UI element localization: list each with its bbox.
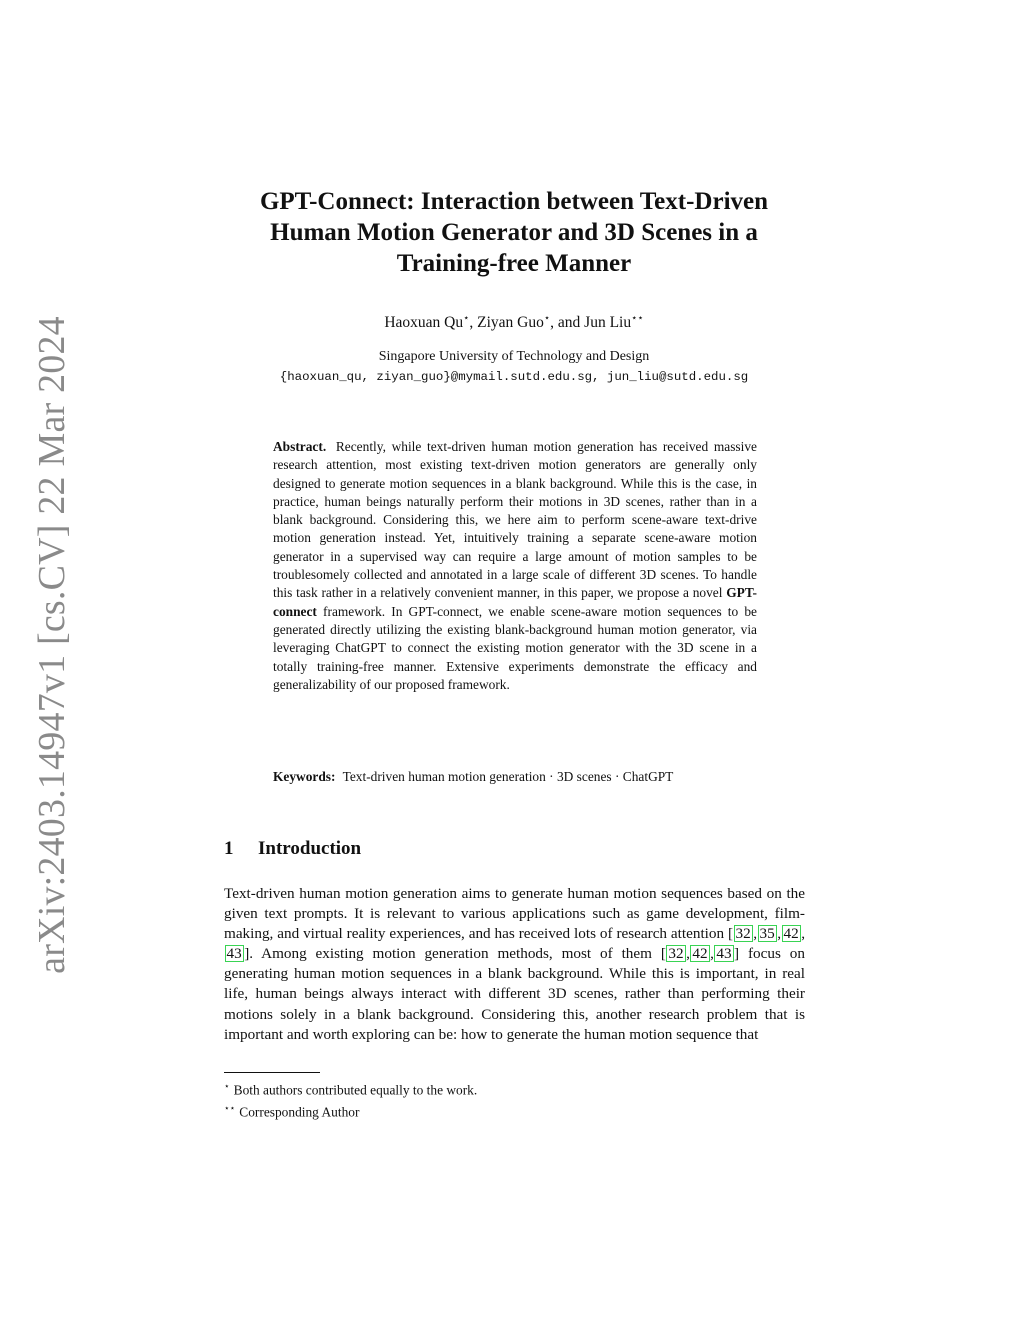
abstract xyxy=(273,438,757,694)
paper-title xyxy=(224,186,804,279)
affiliation: Singapore University of Technology and Design xyxy=(378,349,650,364)
footnote-text: Both authors contributed equally to the work. xyxy=(233,1082,478,1098)
intro-text: ]. Among existing motion generation methods, most of them [ xyxy=(244,945,666,963)
citation-link[interactable]: 32 xyxy=(668,945,684,963)
author-name: Haoxuan Qu xyxy=(384,314,464,332)
abstract-label: Abstract. xyxy=(273,439,327,454)
author-name: and Jun Liu xyxy=(557,314,632,332)
title-line: Training-free Manner xyxy=(396,250,632,277)
author-name: Ziyan Guo xyxy=(477,314,544,332)
citation-link[interactable]: 43 xyxy=(716,945,732,963)
framework-name: GPT-connect xyxy=(273,585,757,619)
author-emails: {haoxuan_qu, ziyan_guo}@mymail.sutd.edu.sg, jun_liu@sutd.edu.sg xyxy=(279,370,749,384)
footnote-text: Corresponding Author xyxy=(239,1104,360,1120)
citation-link[interactable]: 35 xyxy=(759,925,775,943)
title-line: Human Motion Generator and 3D Scenes in a xyxy=(270,219,758,246)
citation-link[interactable]: 32 xyxy=(735,925,751,943)
section-title: Introduction xyxy=(258,838,362,859)
author-mark: ⋆⋆ xyxy=(631,313,644,324)
footnote xyxy=(224,1077,805,1099)
footnote-divider xyxy=(224,1072,320,1073)
footnote xyxy=(224,1099,805,1121)
title-line: GPT-Connect: Interaction between Text-Driven xyxy=(259,188,769,215)
footnote-mark: ⋆⋆ xyxy=(224,1103,236,1114)
abstract-text: Recently, while text-driven human motion generation has received massive research attention, most existing text-driven motion generators are generally only designed to generate motion sequences in a blank background. While this is the case, in practice, human beings naturally perform their motions in 3D scenes, rather than in a blank background. Considering this, we here aim to perform scene-aware text-drive motion generation instead. Yet, intuitively training a separate scene-aware motion generator in a supervised way can require a large amount of motion samples to be troublesomely collected and annotated in a large scale of different 3D scenes. To handle this task rather in a relatively convenient manner, in this paper, we propose a novel xyxy=(273,439,757,601)
keywords-text: Text-driven human motion generation · 3D scenes · ChatGPT xyxy=(342,769,674,784)
citation-link[interactable]: 42 xyxy=(783,925,799,943)
arxiv-side-stamp: arXiv:2403.14947v1 [cs.CV] 22 Mar 2024 xyxy=(31,316,73,974)
keywords-label: Keywords: xyxy=(273,769,336,784)
intro-text: Text-driven human motion generation aims to generate human motion sequences based on the given text prompts. It is relevant to various applications such as game development, film-making, and virtual reality experiences, and has received lots of research attention [ xyxy=(224,885,805,943)
citation-link[interactable]: 43 xyxy=(226,945,242,963)
section-number: 1 xyxy=(224,838,234,859)
citation-link[interactable]: 42 xyxy=(692,945,708,963)
footnote-mark: ⋆ xyxy=(224,1081,230,1091)
footnotes xyxy=(224,1077,805,1122)
author-list: Haoxuan Qu⋆, Ziyan Guo⋆, and Jun Liu⋆⋆ xyxy=(384,313,644,332)
abstract-text: framework. In GPT-connect, we enable scene-aware motion sequences to be generated directly utilizing the existing blank-background human motion generator, via leveraging ChatGPT to connect the existing motion generator with the 3D scene in a totally training-free manner. Extensive experiments demonstrate the efficacy and generalizability of our proposed framework. xyxy=(273,603,757,692)
section-heading xyxy=(224,838,361,860)
keywords xyxy=(273,768,757,786)
author-mark: ⋆ xyxy=(543,313,551,324)
author-mark: ⋆ xyxy=(463,313,470,324)
intro-text: ] focus on generating human motion sequences in a blank background. While this is important, in real life, human beings always interact with different 3D scenes, rather than performing their motions solely in a blank background. Considering this, another research problem that is important and worth exploring can be: how to generate the human motion sequence that xyxy=(224,945,805,1043)
intro-paragraph: Text-driven human motion generation aims to generate human motion sequences based on the given text prompts. It is relevant to various applications such as game development, film-making, and virtual reality experiences, and has received lots of research attention [ 32 , 35 , 42 ,43 ]. Among existing motion generation methods, most of them [ 32 , 42 , 43 ] focus on generating human motion sequences in a blank background. While this is important, in real life, human beings always interact with different 3D scenes, rather than performing their motions solely in a blank background. Considering this, another research problem that is important and worth exploring can be: how to generate the human motion sequence that xyxy=(224,885,805,1043)
